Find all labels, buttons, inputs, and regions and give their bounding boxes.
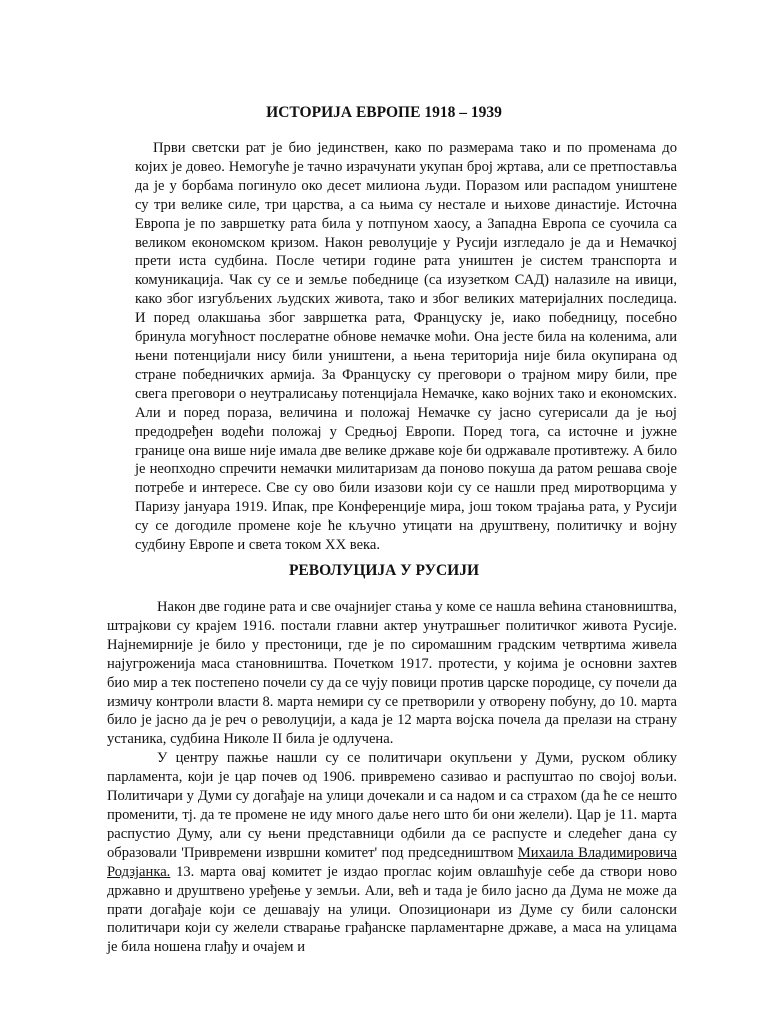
section-paragraph-1: Након две године рата и све очајнијег стања у коме се нашла већина становништва, штрајкови су крајем 1916. постали главни актер унутрашњег политичког живота Русије. Најнемирније је било у престоници, где је по сиромашним градским четвртима живела најугроженија маса становништва. Почетком 1917. протести, у којима је основни захтев био мир а тек постепено почели су да се чују повици против царске породице, су почели да измичу контроли власти 8. марта немири су се претворили у отворену побуну, до 10. марта било је јасно да је реч о револуцији, а када је 12 марта војска почела да прелази на страну устаника, судбина Николе II била је одлучена. [107,599,677,748]
revolution-section [107,598,677,957]
document-title: ИСТОРИЈА ЕВРОПЕ 1918 – 1939 [266,104,502,121]
section-paragraph-2 [107,749,677,957]
section-title: РЕВОЛУЦИЈА У РУСИЈИ [288,562,480,579]
paragraph-text-before-link: У центру пажње нашли су се политичари окупљени у Думи, руском облику парламента, који је цар почев од 1906. привремено сазивао и распуштао по својој вољи. Политичари у Думи су догађаје на улици дочекали и са надом и са страхом (да ће се нешто променити, тј. да те промене не иду много даље него што би они желели). Цар је 11. марта распустио Думу, али су њени представници одбили да се распусте и следећег дана су образовали 'Привремени извршни комитет' под председништвом [107,750,677,861]
intro-paragraph: Први светски рат је био јединствен, како по размерама тако и по променама до којих је довео. Немогуће је тачно израчунати укупан број жртава, али се претпоставља да је у борбама погинуло око десет милиона људи. Поразом или распадом уништене су три велике силе, три царства, а са њима су нестале и њихове династије. Источна Европа је по завршетку рата била у потпуном хаосу, а Западна Европа се суочила са великом економском кризом. Након револуције у Русији изгледало је да и Немачкој прети иста судбина. После четири године рата уништен је систем транспорта и комуникација. Чак су се и земље победнице (са изузетком САД) налазиле на ивици, како због изгубљених људских живота, тако и због великих материјалних последица. И поред олакшања због завршетка рата, Француску је, иако победницу, посебно бринула могућност послератне обнове немачке моћи. Она јесте била на коленима, али њени потенцијали нису били уништени, а њена територија није била окупирана од стране победничких армија. За Француску су преговори о трајном миру били, пре свега преговори о неутралисању потенцијала Немачке, како војних тако и економских. Али и поред пораза, величина и положај Немачке су јасно сугерисали да је њој предодређен водећи положај у Средњој Европи. Поред тога, са источне и јужне границе она више није имала две велике државе које би одржавале противтежу. А било је неопходно спречити немачки милитаризам да поново покуша да ратом решава своје потребе и интересе. Све су ово били изазови који су се нашли пред миротворцима у Паризу јануара 1919. Ипак, пре Конференције мира, још током трајања рата, у Русији су се догодиле промене које ће кључно утицати на друштвену, политичку и војну судбину Европе и света током XX века. [135,140,677,554]
intro-section [135,139,677,555]
paragraph-text-after-link: 13. марта овај комитет је издао проглас којим овлашћује себе да створи ново државно и друштвено уређење у земљи. Али, већ и тада је било јасно да Дума не може да прати догађаје који се дешавају на улици. Опозиционари из Думе су били салонски политичари који су желели стварање грађанске парламентарне државе, а маса на улицама је била ношена глађу и очајем и [107,863,677,956]
rodzianko-link[interactable]: Михаила Владимировича Родзјанка. [107,844,677,880]
